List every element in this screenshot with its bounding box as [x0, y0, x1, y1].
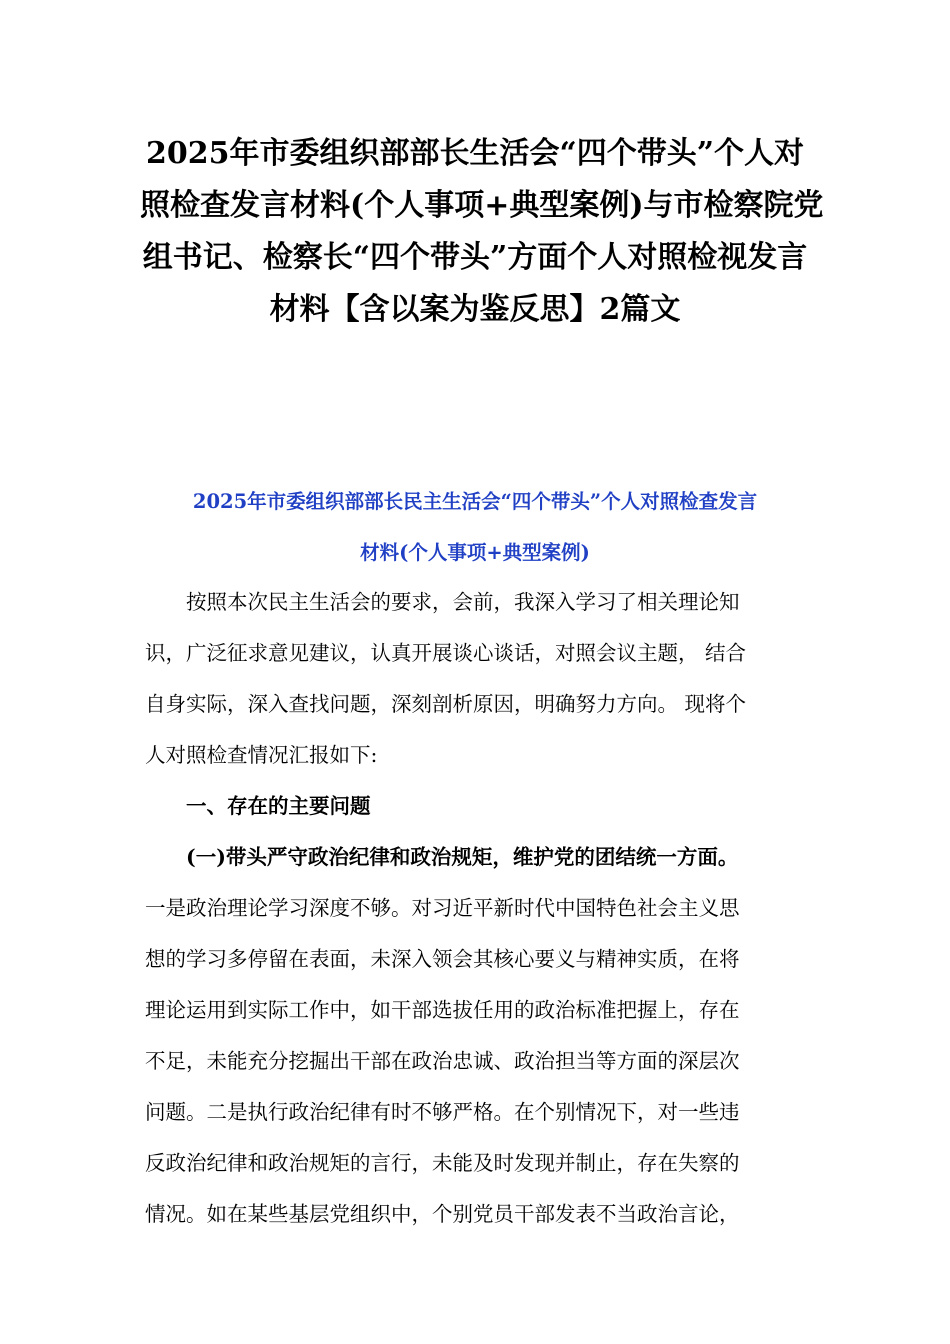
paragraph-line: 情况。如在某些基层党组织中，个别党员干部发表不当政治言论，: [145, 1202, 740, 1226]
body-text: [145, 577, 810, 1240]
main-title-line: 照检查发言材料(个人事项+典型案例)与市检察院党: [140, 188, 824, 223]
paragraph-line: 一是政治理论学习深度不够。对习近平新时代中国特色社会主义思: [145, 896, 740, 920]
main-title-line: 2025年市委组织部部长生活会“四个带头”个人对: [145, 136, 804, 171]
section-title-line: 材料(个人事项+典型案例): [360, 541, 590, 564]
paragraph-line: 理论运用到实际工作中，如干部选拔任用的政治标准把握上，存在: [145, 998, 740, 1022]
paragraph-line: 不足，未能充分挖掘出干部在政治忠诚、政治担当等方面的深层次: [145, 1049, 740, 1073]
paragraph-line: 问题。二是执行政治纪律有时不够严格。在个别情况下，对一些违: [145, 1100, 740, 1124]
paragraph-line: 自身实际，深入查找问题，深刻剖析原因，明确努力方向。 现将个: [145, 692, 747, 716]
paragraph-line: 人对照检查情况汇报如下:: [145, 743, 378, 767]
section-title-line: 2025年市委组织部部长民主生活会“四个带头”个人对照检查发言: [192, 490, 758, 513]
main-title-line: 组书记、检察长“四个带头”方面个人对照检视发言: [142, 240, 808, 275]
paragraph-line: 识，广泛征求意见建议，认真开展谈心谈话，对照会议主题， 结合: [145, 641, 747, 665]
heading-line: 一、存在的主要问题: [145, 794, 371, 818]
subheading-line: (一)带头严守政治纪律和政治规矩，维护党的团结统一方面。: [145, 845, 739, 869]
main-title-line: 材料【含以案为鉴反思】2篇文: [269, 292, 681, 327]
paragraph-line: 想的学习多停留在表面，未深入领会其核心要义与精神实质，在将: [145, 947, 740, 971]
main-title: [140, 128, 824, 336]
section-title: [140, 476, 810, 578]
paragraph-line: 反政治纪律和政治规矩的言行，未能及时发现并制止，存在失察的: [145, 1151, 740, 1175]
paragraph-line: 按照本次民主生活会的要求，会前，我深入学习了相关理论知: [145, 590, 740, 614]
